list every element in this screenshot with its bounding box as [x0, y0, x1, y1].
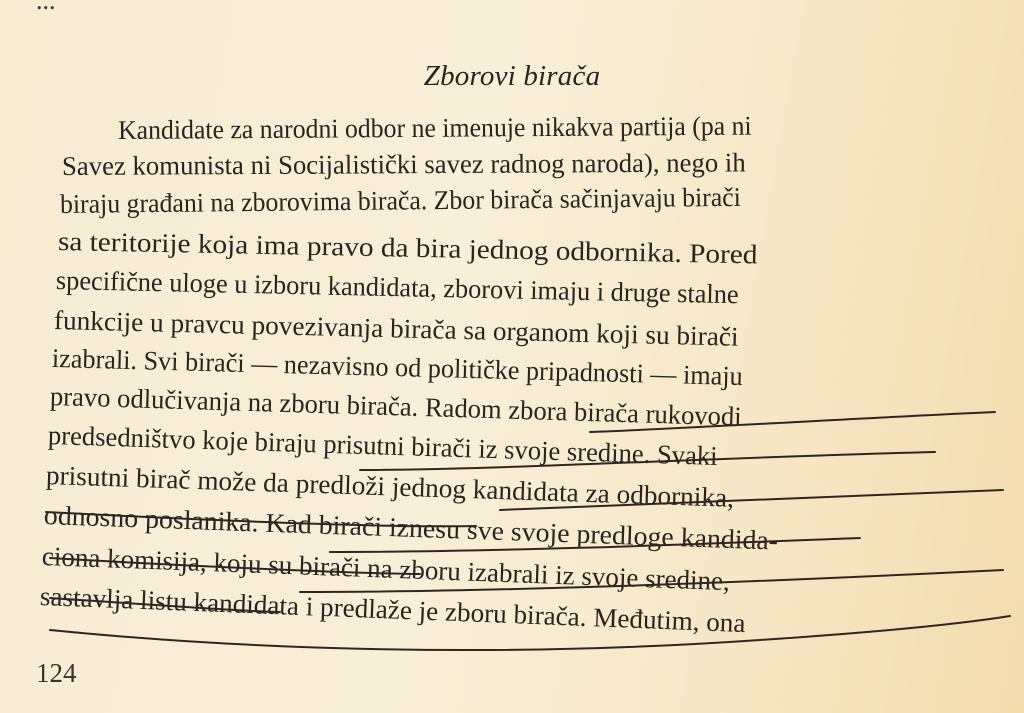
paragraph-line-13: sastavlja listu kandidata i predlaže je zboru birača. Međutim, ona — [39, 581, 747, 639]
paragraph-line-1: Kandidate za narodni odbor ne imenuje nikakva partija (pa ni — [117, 110, 752, 145]
paragraph-line-10: prisutni birač može da predloži jednog kandidata za odbornika, — [45, 460, 735, 513]
paragraph-line-6: funkcije u pravcu povezivanja birača sa organom koji su birači — [53, 305, 739, 352]
paragraph-line-7: izabrali. Svi birači — nezavisno od političke pripadnosti — imaju — [51, 343, 744, 392]
paragraph-line-11: odnosno poslanika. Kad birači iznesu sve svoje predloge kandida- — [43, 500, 779, 556]
page-number: 124 — [36, 658, 77, 688]
paragraph-line-3: biraju građani na zborovima birača. Zbor birača sačinjavaju birači — [59, 181, 741, 219]
paragraph-line-2: Savez komunista ni Socijalistički savez radnog naroda), nego ih — [61, 147, 746, 181]
paragraph-line-9: predsedništvo koje biraju prisutni birači iz svoje sredine. Svaki — [47, 420, 719, 472]
paragraph-line-4: sa teritorije koja ima pravo da bira jednog odbornika. Pored — [57, 226, 758, 270]
paragraph-line-8: pravo odlučivanja na zboru birača. Radom zbora birača rukovodi — [49, 381, 743, 432]
paragraph-line-12: ciona komisija, koju su birači na zboru izabrali iz svoje sredine, — [41, 541, 731, 597]
paragraph-line-5: specifične uloge u izboru kandidata, zborovi imaju i druge stalne — [55, 265, 739, 310]
previous-line-fragment: ... — [36, 0, 56, 15]
section-title: Zborovi birača — [423, 60, 601, 92]
